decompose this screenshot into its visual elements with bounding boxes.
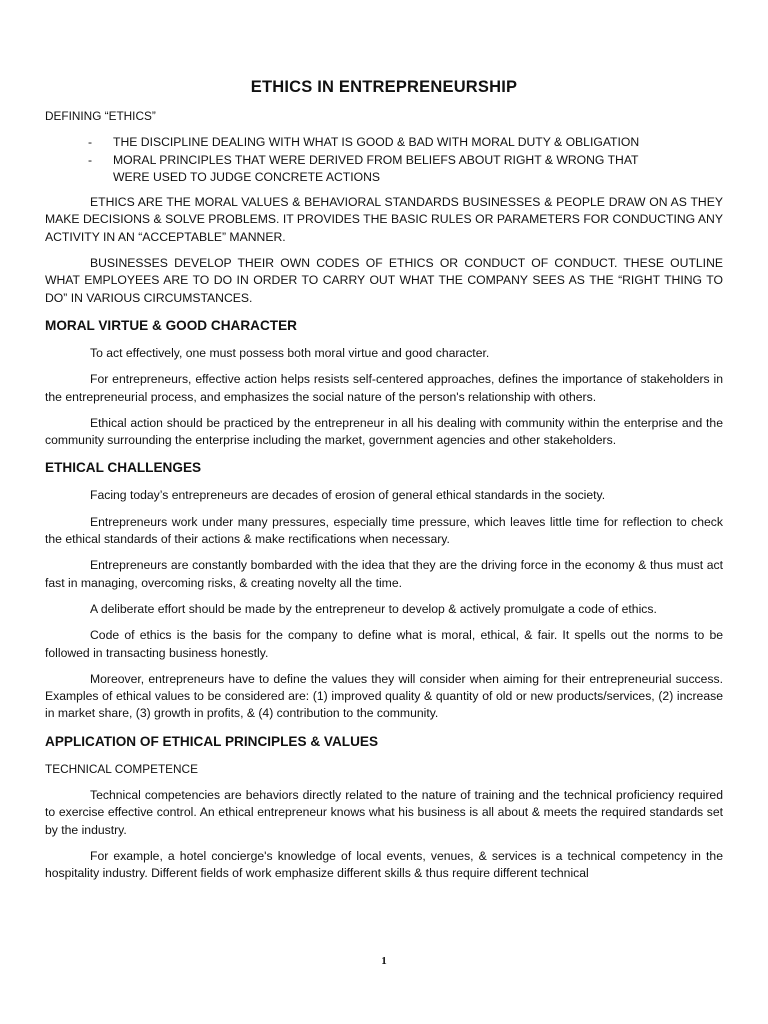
paragraph: Entrepreneurs are constantly bombarded with the idea that they are the driving force in the economy & thus must act fast in managing, overcoming risks, & creating novelty all the time. — [45, 558, 723, 590]
paragraph: Technical competencies are behaviors directly related to the nature of training and the technical proficiency required to exercise effective control. An ethical entrepreneur knows what his business is all about & meets the required standards set by the industry. — [45, 788, 723, 837]
intro-paragraph: BUSINESSES DEVELOP THEIR OWN CODES OF ETHICS OR CONDUCT OF CONDUCT. THESE OUTLINE WHAT EMPLOYEES ARE TO DO IN ORDER TO CARRY OUT WHAT THE COMPANY SEES AS THE “RIGHT THING TO DO” IN VARIOUS CIRCUMSTANCES. — [45, 256, 723, 305]
paragraph: For example, a hotel concierge's knowledge of local events, venues, & services is a technical competency in the hospitality industry. Different fields of work emphasize different skills & thus require different technical — [45, 848, 723, 881]
section-heading-application: APPLICATION OF ETHICAL PRINCIPLES & VALUES — [45, 733, 379, 749]
dash-bullet-icon: - — [88, 152, 93, 167]
document-title: ETHICS IN ENTREPRENEURSHIP — [250, 78, 518, 96]
definitions-list — [45, 134, 723, 186]
page-number: 1 — [381, 955, 387, 967]
dash-bullet-icon: - — [88, 135, 93, 150]
paragraph: For entrepreneurs, effective action helps resists self-centered approaches, defines the importance of stakeholders in the entrepreneurial process, and emphasizes the social nature of the person's relationship with others. — [45, 372, 723, 404]
paragraph: Entrepreneurs work under many pressures, especially time pressure, which leaves little time for reflection to check the ethical standards of their actions & make rectifications when necessary. — [45, 514, 723, 547]
paragraph: A deliberate effort should be made by the entrepreneur to develop & actively promulgate a code of ethics. — [90, 601, 657, 616]
section-heading-moral-virtue: MORAL VIRTUE & GOOD CHARACTER — [45, 317, 297, 333]
defining-ethics-label: DEFINING “ETHICS” — [45, 109, 156, 123]
definition-text: THE DISCIPLINE DEALING WITH WHAT IS GOOD & BAD WITH MORAL DUTY & OBLIGATION — [113, 135, 640, 150]
paragraph: Code of ethics is the basis for the company to define what is moral, ethical, & fair. It spells out the norms to be followed in transacting business honestly. — [45, 628, 723, 660]
definition-item — [88, 152, 723, 187]
technical-competence-label: TECHNICAL COMPETENCE — [45, 761, 198, 776]
definition-item — [88, 134, 723, 151]
paragraph: Facing today’s entrepreneurs are decades of erosion of general ethical standards in the society. — [90, 488, 606, 503]
document-body — [45, 108, 723, 892]
section-heading-ethical-challenges: ETHICAL CHALLENGES — [45, 460, 202, 476]
paragraph: Ethical action should be practiced by the entrepreneur in all his dealing with community within the enterprise and the community surrounding the enterprise including the market, government agencies and other stakeholders. — [45, 415, 723, 448]
document-page — [45, 0, 723, 1024]
definition-text: MORAL PRINCIPLES THAT WERE DERIVED FROM BELIEFS ABOUT RIGHT & WRONG THAT WERE USED TO JUDGE CONCRETE ACTIONS — [113, 152, 639, 184]
intro-paragraph: ETHICS ARE THE MORAL VALUES & BEHAVIORAL STANDARDS BUSINESSES & PEOPLE DRAW ON AS THEY MAKE DECISIONS & SOLVE PROBLEMS. IT PROVIDES THE BASIC RULES OR PARAMETERS FOR CONDUCTING ANY ACTIVITY IN AN “ACCEPTABLE” MANNER. — [45, 195, 723, 244]
paragraph: Moreover, entrepreneurs have to define the values they will consider when aiming for their entrepreneurial success. Examples of ethical values to be considered are: (1) improved quality & quantity of old or new products/services, (2) increase in market share, (3) growth in profits, & (4) contribution to the community. — [45, 671, 723, 721]
paragraph: To act effectively, one must possess both moral virtue and good character. — [90, 345, 490, 360]
